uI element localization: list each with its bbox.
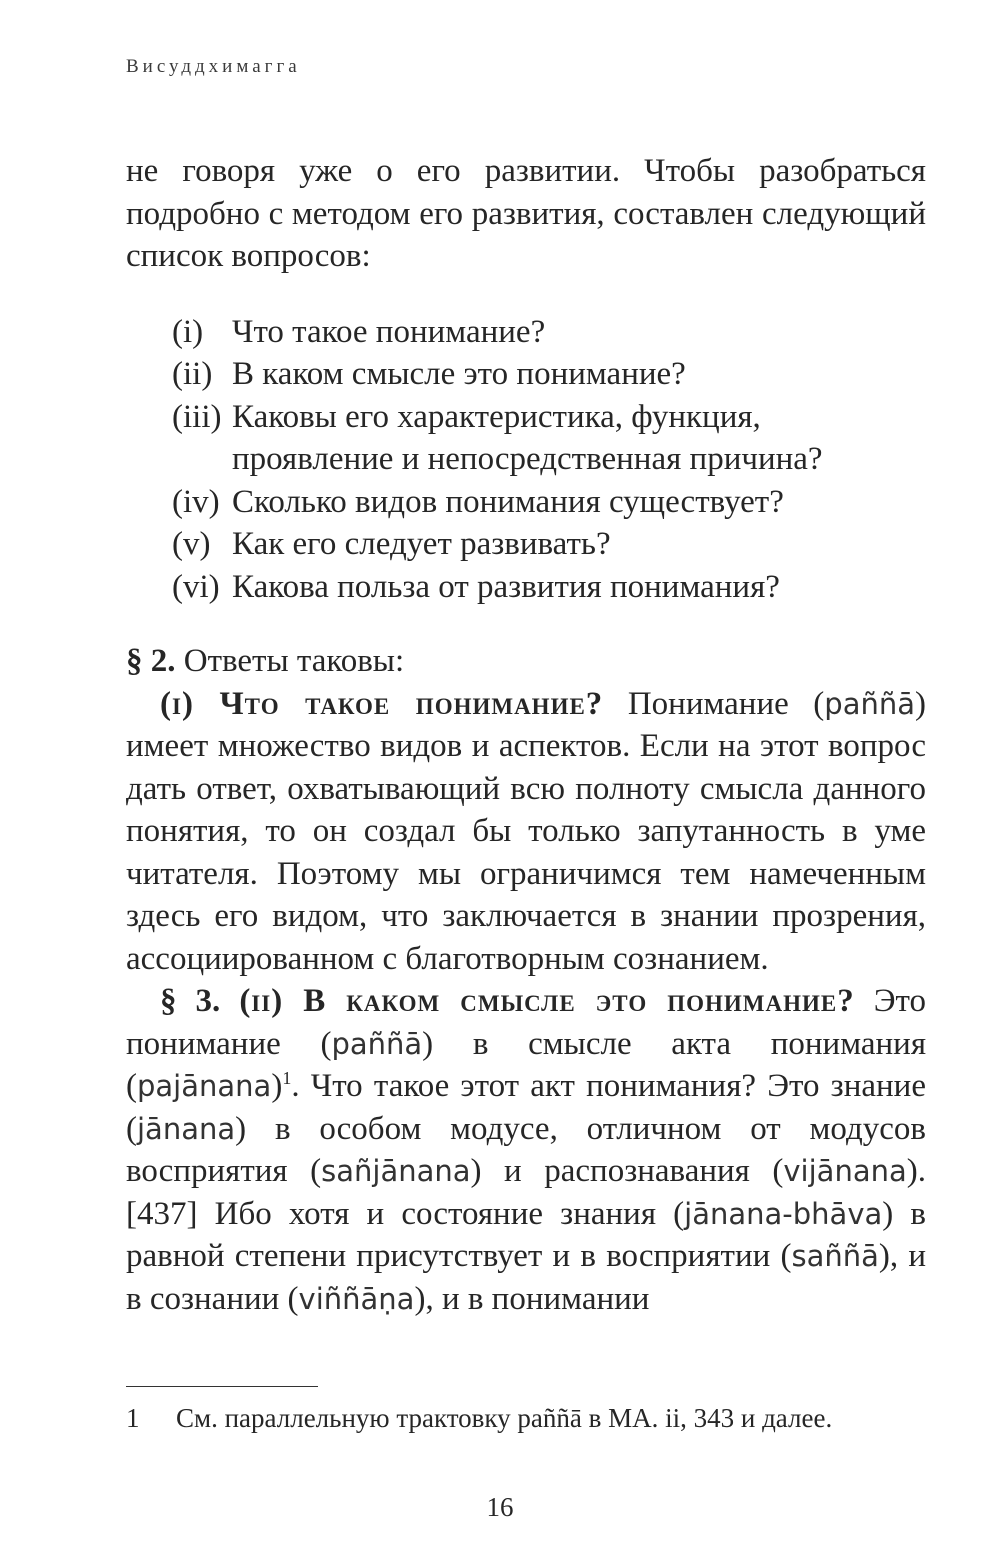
pali-term: jānana	[137, 1111, 236, 1146]
answer-text: )	[271, 1068, 283, 1104]
list-item	[172, 353, 926, 396]
list-text: Каковы его характеристика, функция, проявление и непосредственная причина?	[232, 398, 823, 477]
list-number: (ii)	[172, 356, 213, 392]
list-item	[172, 566, 926, 609]
pali-term: paññā	[331, 1026, 423, 1061]
question-heading: (i) Что такое понимание?	[160, 685, 604, 722]
answer-text: Это понимание (	[126, 983, 927, 1062]
answer-text: ) в равной степени присутствует и в восприятии (	[126, 1195, 926, 1274]
pali-term: saññā	[791, 1239, 879, 1273]
answer-1	[126, 683, 926, 981]
answer-text: ). [437] Ибо хотя и состояние знания (	[126, 1153, 926, 1232]
answer-text: ), и в сознании (	[126, 1238, 926, 1317]
answer-2	[126, 980, 926, 1320]
footnote-reference[interactable]: 1	[282, 1068, 292, 1088]
list-text: Какова польза от развития понимания?	[232, 568, 780, 605]
answer-text: ) имеет множество видов и аспектов. Если на этот вопрос дать ответ, охватывающий всю полноту смысла данного понятия, то он создал бы только запутанность в уме читателя. Поэтому мы ограничимся тем намеченным здесь его видом, что заключается в знании прозрения, ассоциированном с благотворным сознанием.	[126, 685, 927, 977]
footnote-number: 1	[126, 1403, 140, 1433]
main-text	[126, 150, 926, 1320]
question-list	[126, 311, 926, 609]
footnote-divider	[126, 1386, 318, 1387]
answer-text: ) в особом модусе, отличном от модусов восприятия (	[126, 1110, 926, 1189]
pali-term: pajānana	[137, 1069, 272, 1103]
section-2-text: Ответы таковы:	[183, 643, 405, 679]
list-text: В каком смысле это понимание?	[232, 356, 686, 392]
answer-text: Понимание (	[627, 685, 825, 722]
answer-text: ) и распознавания (	[470, 1153, 784, 1189]
list-number: (vi)	[172, 568, 220, 605]
answer-text: ) в смысле акта понимания (	[126, 1025, 926, 1104]
footnote-text: См. параллельную трактовку paññā в MA. ii, 343 и далее.	[176, 1403, 833, 1433]
answer-text: ), и в понимании	[414, 1280, 650, 1317]
answer-text: . Что такое этот акт понимания? Это знание (	[126, 1068, 926, 1147]
pali-term: sañjānana	[321, 1154, 471, 1188]
question-heading: (ii) В каком смысле это понимание?	[239, 983, 855, 1019]
list-text: Что такое понимание?	[232, 313, 546, 350]
list-item	[172, 481, 926, 524]
list-number: (i)	[172, 313, 204, 350]
pali-term: paññā	[824, 686, 916, 721]
list-text: Как его следует развивать?	[232, 526, 611, 562]
list-number: (v)	[172, 526, 211, 562]
pali-term: vijānana	[783, 1154, 907, 1188]
page-number: 16	[486, 1492, 514, 1522]
running-head: Висуддхимагга	[126, 56, 301, 77]
list-number: (iv)	[172, 483, 220, 520]
section-mark: § 3.	[160, 983, 221, 1019]
footnote	[126, 1400, 926, 1436]
list-item	[172, 311, 926, 354]
list-text: Сколько видов понимания существует?	[232, 483, 784, 520]
list-number: (iii)	[172, 398, 222, 435]
pali-term: jānana-bhāva	[684, 1196, 883, 1231]
section-2-intro	[126, 640, 926, 683]
pali-term: viññāṇa	[298, 1281, 415, 1316]
section-mark: § 2.	[126, 643, 176, 679]
list-item	[172, 523, 926, 566]
paragraph-intro: не говоря уже о его развитии. Чтобы разобраться подробно с методом его развития, составлен следующий список вопросов:	[126, 153, 926, 274]
list-item	[172, 396, 926, 481]
